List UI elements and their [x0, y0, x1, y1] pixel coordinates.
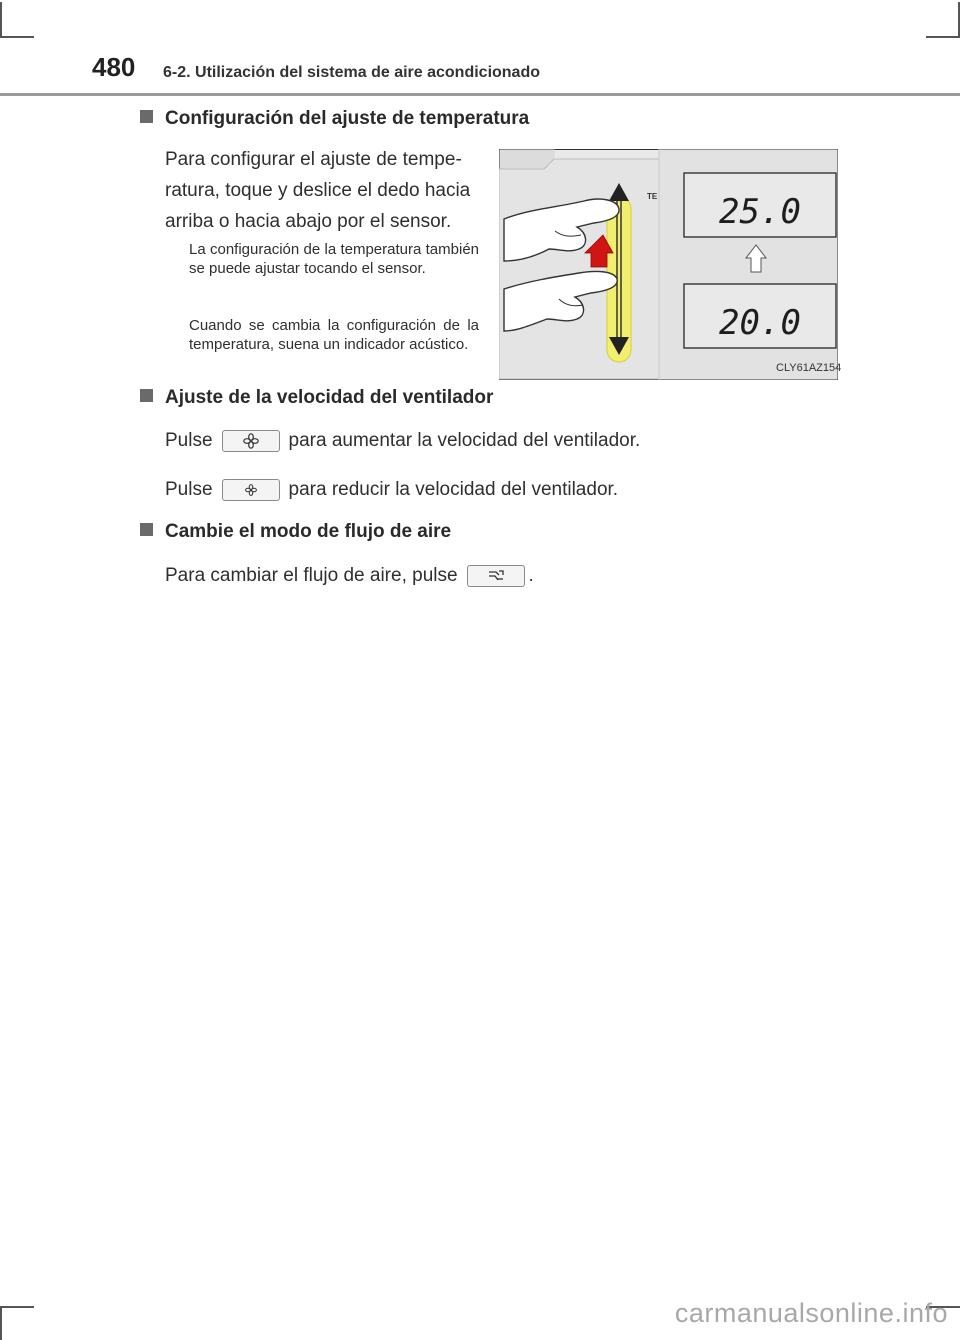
- note-touch: La configuración de la temperatura también se puede ajustar tocando el sensor.: [189, 241, 479, 277]
- display-top-value: 25.0: [719, 192, 801, 232]
- line-text: Para cambiar el flujo de aire, pulse: [165, 565, 458, 586]
- watermark: carmanualsonline.info: [674, 1298, 948, 1328]
- line-text: Pulse: [165, 479, 213, 500]
- display-bottom-value: 20.0: [719, 303, 801, 343]
- airflow-line: [165, 565, 534, 587]
- airflow-mode-icon: [467, 565, 525, 587]
- note-sound: Cuando se cambia la configuración de la temperatura, suena un indicador acústico.: [189, 317, 479, 353]
- line-text: Pulse: [165, 430, 213, 451]
- fan-increase-line: [165, 430, 640, 452]
- line-text: para aumentar la velocidad del ventilador.: [288, 430, 641, 451]
- header-rule: [0, 93, 960, 96]
- page-number: 480: [92, 52, 136, 82]
- crop-mark: [0, 2, 2, 36]
- chapter-title: 6-2. Utilización del sistema de aire acondicionado: [163, 64, 540, 81]
- body-line: arriba o hacia abajo por el sensor.: [165, 211, 452, 232]
- section-title-text: Ajuste de la velocidad del ventilador: [165, 387, 494, 408]
- section-title-fan-speed: [140, 387, 493, 409]
- crop-mark: [0, 1306, 2, 1340]
- body-line: ratura, toque y deslice el dedo hacia: [165, 180, 471, 201]
- temperature-instructions: [165, 144, 479, 237]
- square-bullet-icon: [140, 523, 153, 536]
- section-title-text: Configuración del ajuste de temperatura: [165, 108, 530, 129]
- section-title-text: Cambie el modo de flujo de aire: [165, 521, 452, 542]
- fan-large-icon: [222, 430, 280, 452]
- illustration-code: CLY61AZ154: [776, 362, 842, 374]
- body-line: Para configurar el ajuste de tempe-: [165, 149, 462, 170]
- crop-mark: [0, 36, 34, 38]
- section-title-airflow: [140, 521, 451, 543]
- crop-mark: [926, 36, 960, 38]
- line-text: .: [528, 565, 534, 586]
- square-bullet-icon: [140, 110, 153, 123]
- fan-decrease-line: [165, 479, 618, 501]
- panel-label: TE: [647, 192, 658, 201]
- section-title-temperature: [140, 108, 529, 130]
- fan-small-icon: [222, 479, 280, 501]
- square-bullet-icon: [140, 389, 153, 402]
- crop-mark: [0, 1306, 34, 1308]
- line-text: para reducir la velocidad del ventilador.: [288, 479, 619, 500]
- temperature-sensor-illustration: [499, 149, 838, 380]
